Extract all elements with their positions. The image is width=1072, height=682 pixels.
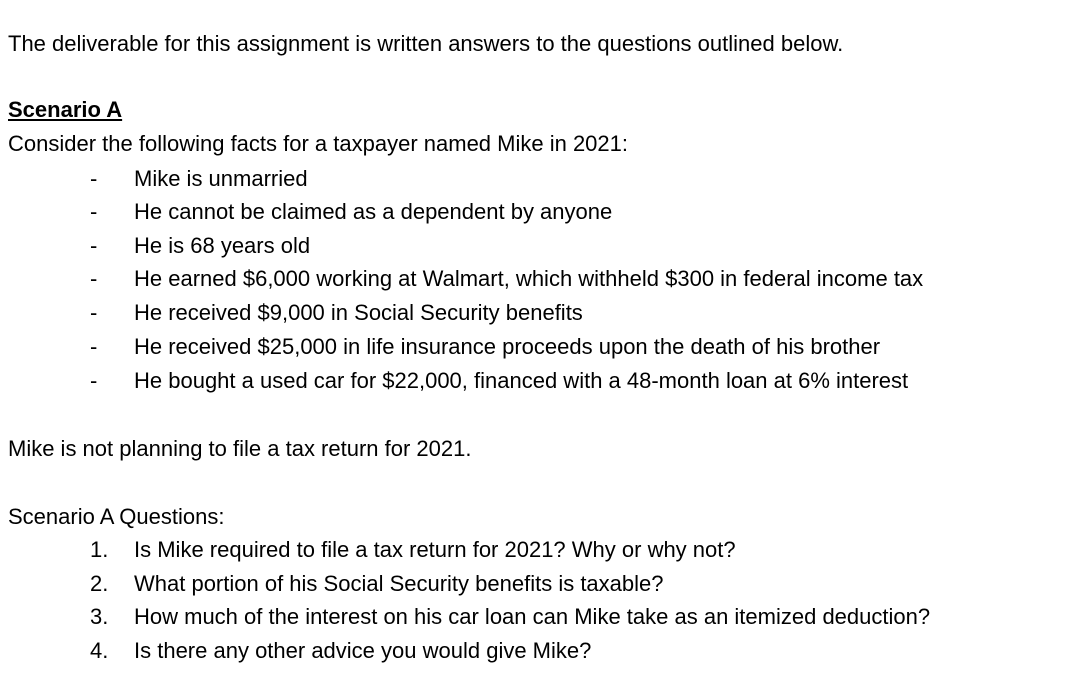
fact-text: He bought a used car for $22,000, financed with a 48-month loan at 6% interest bbox=[134, 368, 909, 393]
question-number: 3. bbox=[90, 604, 109, 629]
bullet-dash: - bbox=[90, 166, 98, 191]
consider-paragraph: Consider the following facts for a taxpayer named Mike in 2021: bbox=[8, 131, 628, 156]
questions-heading: Scenario A Questions: bbox=[8, 504, 225, 529]
not-planning-paragraph: Mike is not planning to file a tax return for 2021. bbox=[8, 436, 472, 461]
fact-text: He cannot be claimed as a dependent by anyone bbox=[134, 199, 613, 224]
question-number: 1. bbox=[90, 537, 109, 562]
fact-text: He earned $6,000 working at Walmart, which withheld $300 in federal income tax bbox=[134, 266, 924, 291]
question-number: 4. bbox=[90, 638, 109, 663]
question-number: 2. bbox=[90, 571, 109, 596]
question-text: How much of the interest on his car loan can Mike take as an itemized deduction? bbox=[134, 604, 931, 629]
fact-text: He received $25,000 in life insurance proceeds upon the death of his brother bbox=[134, 334, 881, 359]
fact-text: Mike is unmarried bbox=[134, 166, 308, 191]
fact-text: He received $9,000 in Social Security benefits bbox=[134, 300, 583, 325]
bullet-dash: - bbox=[90, 368, 98, 393]
bullet-dash: - bbox=[90, 334, 98, 359]
bullet-dash: - bbox=[90, 266, 98, 291]
question-text: What portion of his Social Security benefits is taxable? bbox=[134, 571, 664, 596]
bullet-dash: - bbox=[90, 199, 98, 224]
question-text: Is there any other advice you would give Mike? bbox=[134, 638, 592, 663]
question-text: Is Mike required to file a tax return for 2021? Why or why not? bbox=[134, 537, 736, 562]
bullet-dash: - bbox=[90, 233, 98, 258]
fact-text: He is 68 years old bbox=[134, 233, 311, 258]
scenario-heading: Scenario A bbox=[8, 97, 123, 122]
intro-paragraph: The deliverable for this assignment is written answers to the questions outlined below. bbox=[8, 31, 844, 56]
bullet-dash: - bbox=[90, 300, 98, 325]
